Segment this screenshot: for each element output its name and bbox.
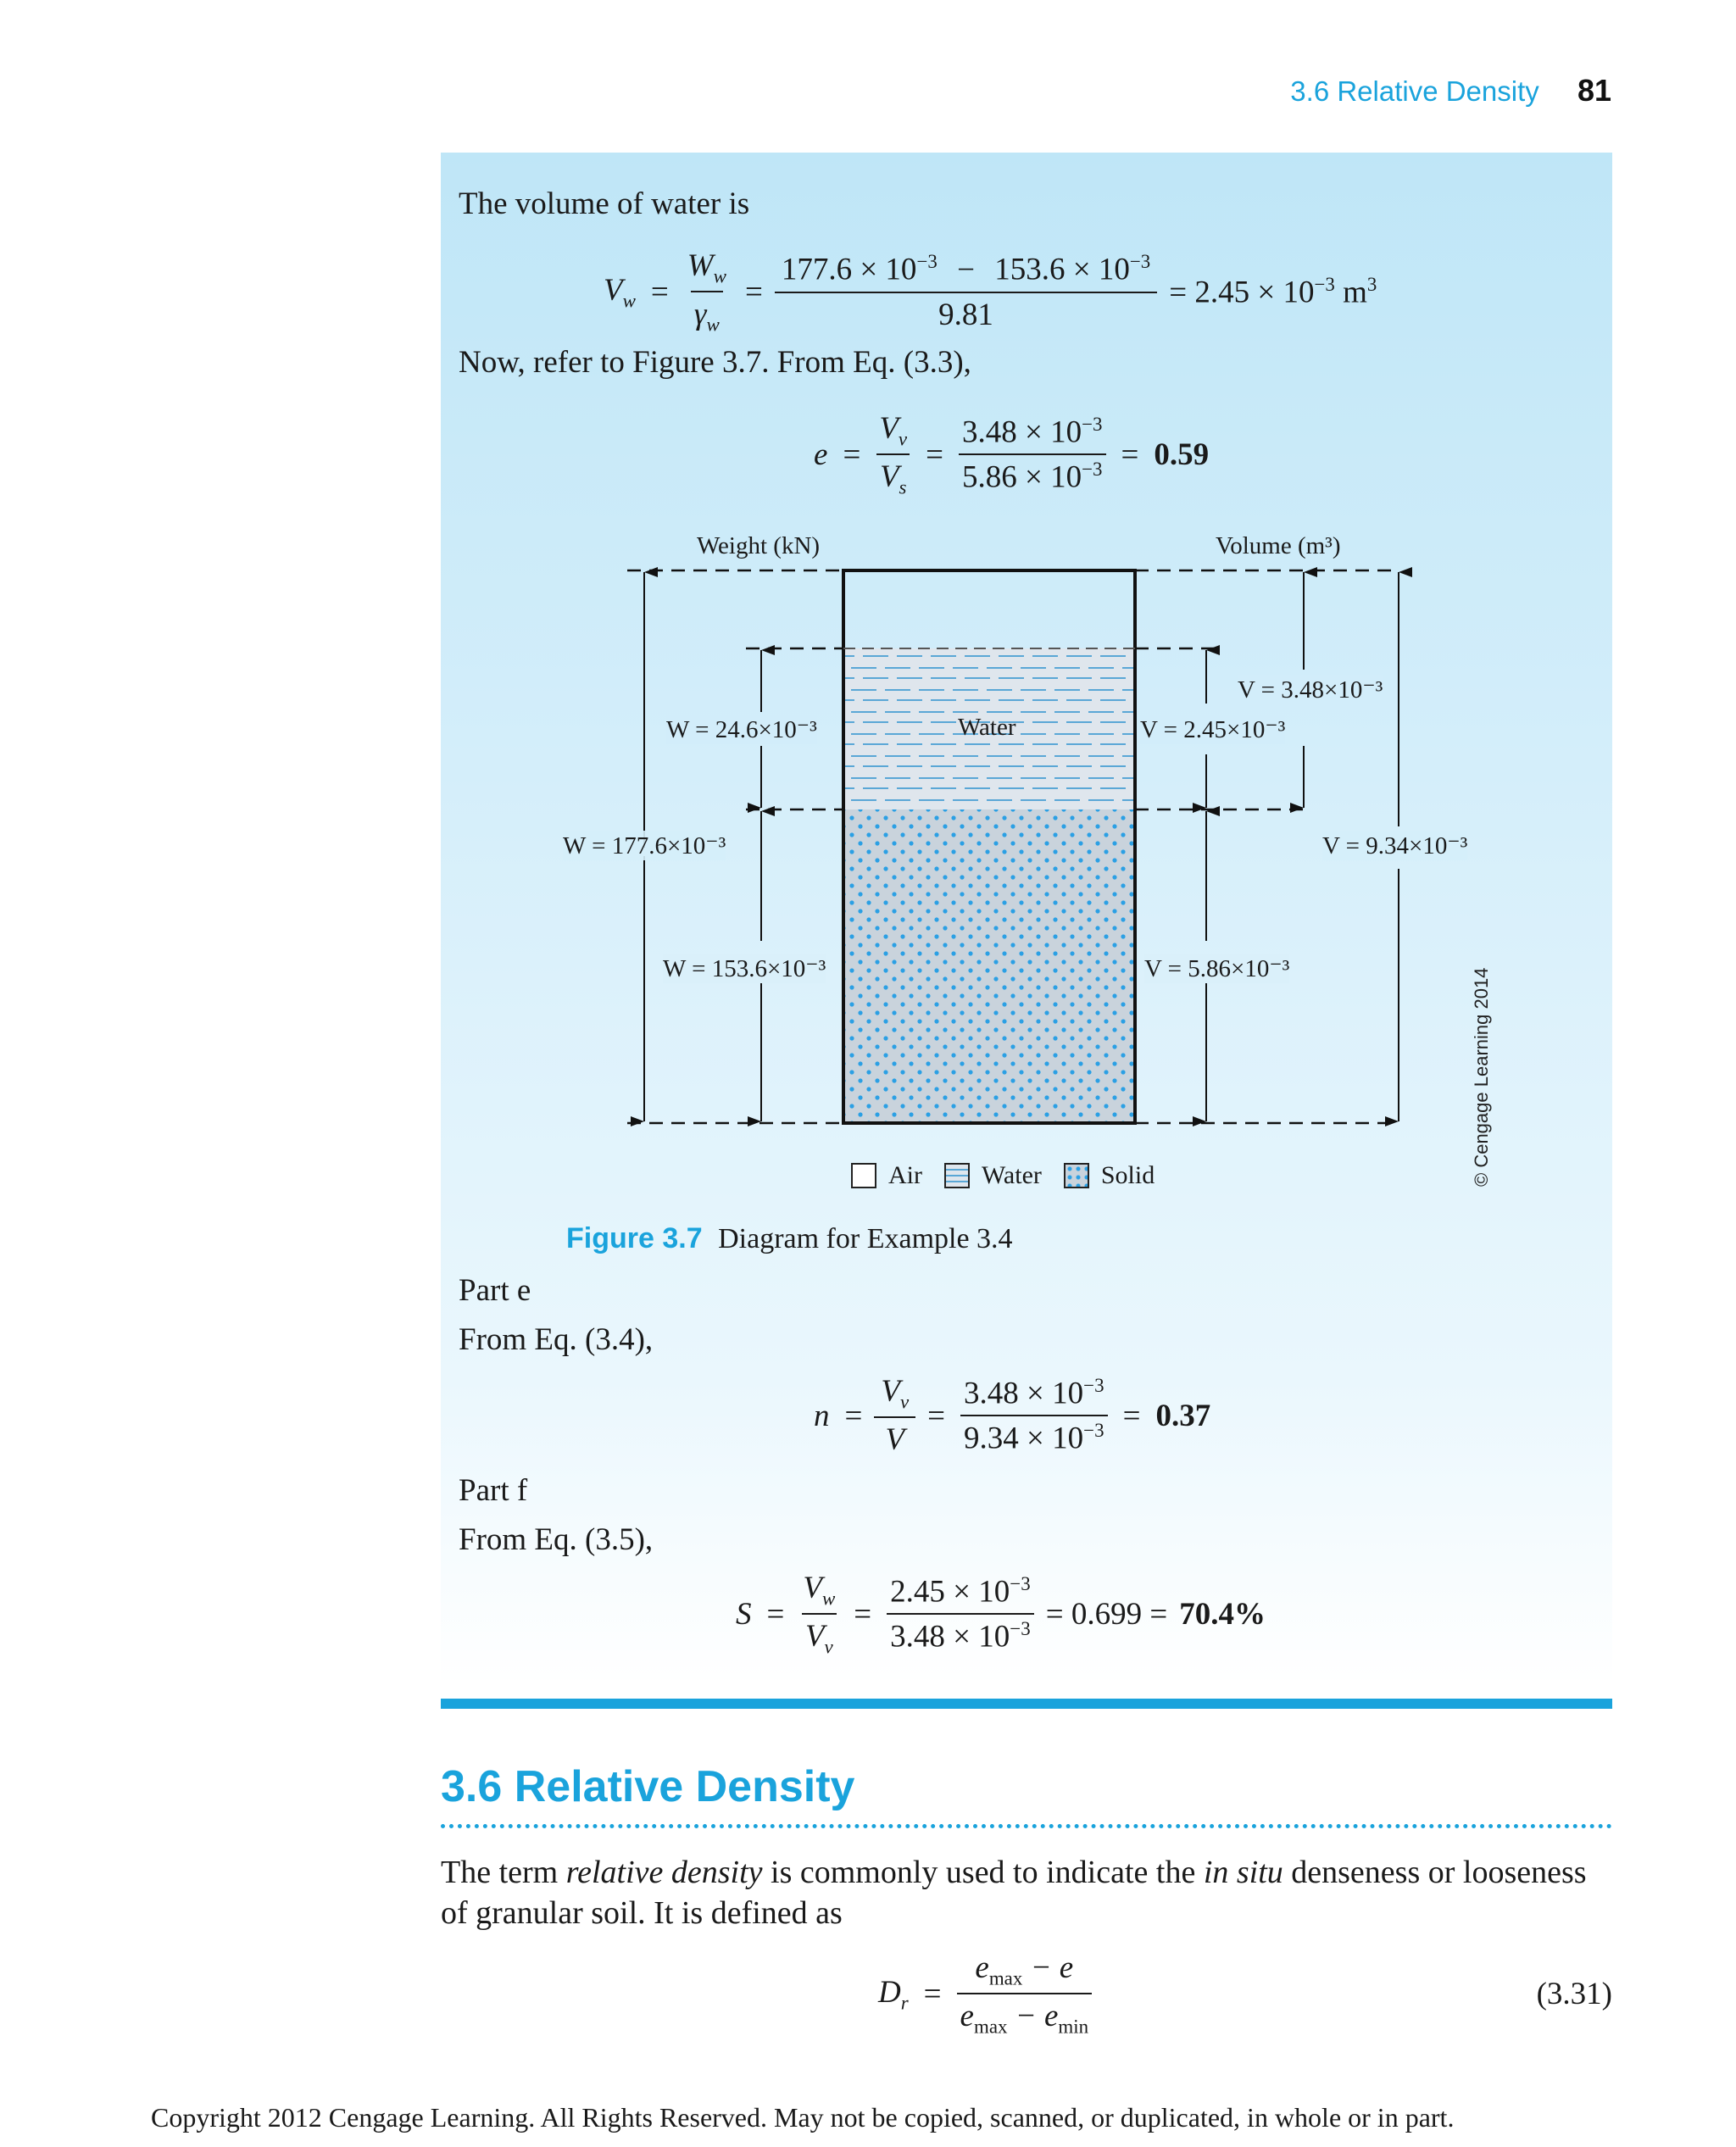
from-eq-35: From Eq. (3.5), [459,1522,654,1557]
section-dotted-rule [441,1824,1612,1828]
w-total-label: W = 177.6×10⁻³ [563,832,726,859]
water-phase-label: Water [958,714,1016,741]
caption-label: Figure 3.7 [566,1222,703,1254]
equation-vw: $V_w$ = $\frac{W_w}{\gamma_w}$ = $\frac{177.6 \times 10^{-3} - 153.6 \times 10^{-3}}{9.81}$ = $2.45 \times 10^{-3}$ $m^3$ [604,248,1377,336]
equation-n: n = $\frac{V_v}{V}$ = $\frac{3.48 \times 10^{-3}}{9.34 \times 10^{-3}}$ = 0.37 [814,1374,1211,1458]
equation-dr: $D_r$ = $\frac{e_{max} - e}{e_{max} - e_{min}}$ [878,1950,1092,2039]
figure-caption [566,1222,1013,1255]
part-e-heading: Part e [459,1273,531,1308]
example-end-rule [441,1699,1612,1709]
eq-e-result: 0.59 [1154,437,1210,472]
section-paragraph-line1: The term relative density is commonly used to indicate the in situ denseness or looseness [441,1855,1587,1890]
page-number: 81 [1577,73,1611,108]
ww-label: W = 24.6×10⁻³ [666,716,817,743]
volume-axis-label: Volume (m³) [1216,532,1341,559]
from-eq-34: From Eq. (3.4), [459,1322,654,1357]
refer-text: Now, refer to Figure 3.7. From Eq. (3.3), [459,345,971,380]
eq-vw-frac2: $\frac{177.6 \times 10^{-3} - 153.6 \times 10^{-3}}{9.81}$ [778,251,1154,332]
legend-water: Water [944,1161,1042,1190]
weight-axis-label: Weight (kN) [697,532,821,559]
equation-e: e = $\frac{V_v}{V_s}$ = $\frac{3.48 \times 10^{-3}}{5.86 \times 10^{-3}}$ = 0.59 [814,411,1210,498]
vw-label: V = 2.45×10⁻³ [1140,716,1286,743]
figure-legend [851,1161,1177,1190]
ws-label: W = 153.6×10⁻³ [663,955,826,982]
eq-vw-result: = $2.45 \times 10^{-3}$ $m^3$ [1169,273,1377,310]
copyright-footer: Copyright 2012 Cengage Learning. All Rights Reserved. May not be copied, scanned, or duplicated, in whole or in part. [151,2102,1455,2133]
caption-text: Diagram for Example 3.4 [718,1223,1013,1254]
legend-solid: Solid [1064,1161,1155,1190]
intro-water-text: The volume of water is [459,186,750,221]
section-title: 3.6 Relative Density [441,1762,855,1811]
eq-s-result: 70.4% [1179,1596,1266,1632]
running-head-section: 3.6 Relative Density [1290,75,1539,107]
water-swatch [944,1163,970,1188]
eq-n-result: 0.37 [1155,1398,1211,1433]
eq-vw-frac1: $\frac{W_w}{\gamma_w}$ [687,248,726,336]
solid-swatch [1064,1163,1089,1188]
part-f-heading: Part f [459,1473,528,1508]
section-paragraph-line2: of granular soil. It is defined as [441,1895,843,1931]
vv-label: V = 3.48×10⁻³ [1238,676,1383,704]
air-swatch [851,1163,876,1188]
copyright-credit: © Cengage Learning 2014 [1471,967,1492,1187]
solid-phase [843,809,1135,1123]
eq-vw-lhs: $V_w$ [604,272,636,312]
legend-air: Air [851,1161,922,1190]
equation-s: S = $\frac{V_w}{V_v}$ = $\frac{2.45 \times 10^{-3}}{3.48 \times 10^{-3}}$ = 0.699 = 70.4% [736,1571,1266,1658]
v-total-label: V = 9.34×10⁻³ [1322,832,1468,859]
equation-number-331: (3.31) [1536,1977,1612,2011]
vs-label: V = 5.86×10⁻³ [1144,955,1290,982]
